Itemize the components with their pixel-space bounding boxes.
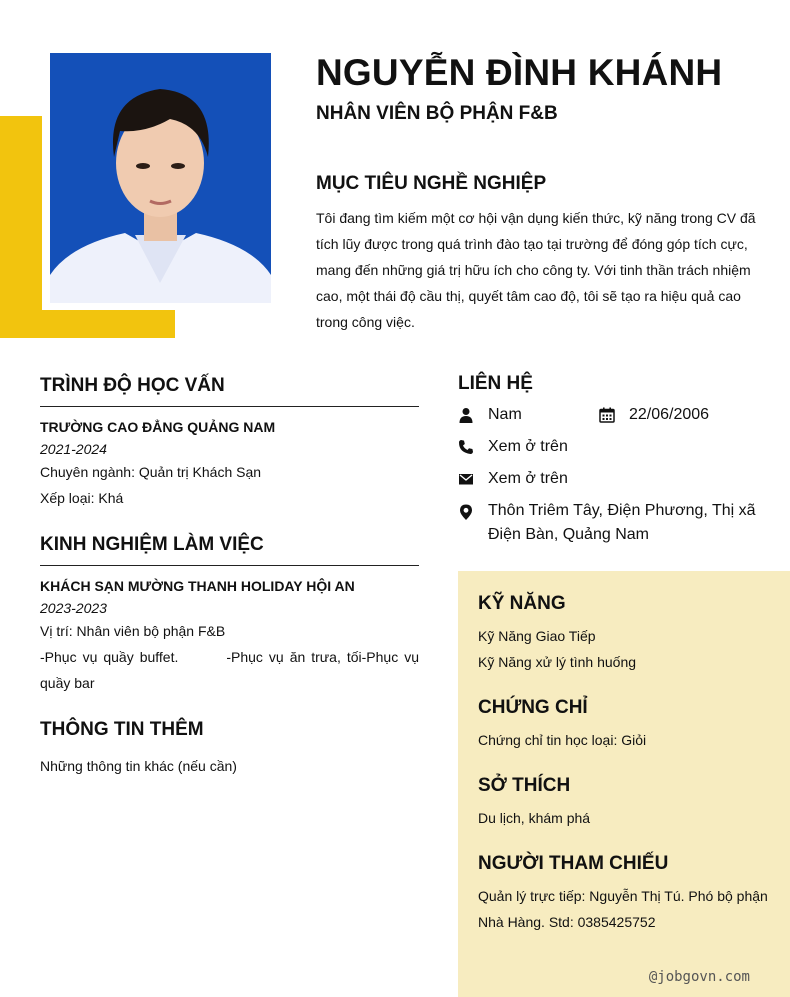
accent-bar-foot: [0, 310, 175, 338]
skill-item: Kỹ Năng Giao Tiếp: [478, 628, 596, 644]
career-objective-text: Tôi đang tìm kiếm một cơ hội vận dụng kiến thức, kỹ năng trong CV đã tích lũy được trong quá trình đào tạo tại trường để đóng góp tích cực, mang đến những giá trị hữu ích cho công ty. Với tinh thần trách nhiệm cao, một thái độ cầu thị, quyết tâm cao độ, tôi sẽ tạo ra hiệu quả cao trong công việc.: [316, 210, 756, 330]
contact-row-phone: [458, 433, 778, 465]
hobbies-text: Du lịch, khám phá: [478, 810, 591, 826]
skills-title: KỸ NĂNG: [478, 593, 566, 614]
watermark: @jobgovn.com: [648, 969, 750, 985]
certificates-title: CHỨNG CHỈ: [478, 697, 588, 718]
gender-value: Nam: [488, 406, 522, 423]
calendar-icon: [599, 407, 615, 423]
extra-info-section: [40, 719, 419, 779]
experience-role: Vị trí: Nhân viên bộ phận F&B: [40, 623, 226, 639]
certificate-item: Chứng chỉ tin học loại: Giỏi: [478, 732, 647, 748]
company-name: KHÁCH SẠN MƯỜNG THANH HOLIDAY HỘI AN: [40, 578, 355, 594]
mail-icon: [458, 471, 474, 487]
career-objective-section: [316, 173, 756, 335]
education-section: [40, 375, 419, 511]
contact-row-gender: [458, 401, 778, 433]
contact-title: LIÊN HỆ: [458, 373, 533, 394]
phone-icon: [458, 439, 474, 455]
experience-duties: -Phục vụ quầy buffet. -Phục vụ ăn trưa, tối-Phục vụ quầy bar: [40, 649, 423, 691]
section-divider: [40, 565, 419, 566]
references-title: NGƯỜI THAM CHIẾU: [478, 853, 669, 874]
certificates-section: [478, 697, 768, 753]
education-title: TRÌNH ĐỘ HỌC VẤN: [40, 375, 225, 396]
hobbies-title: SỞ THÍCH: [478, 775, 571, 796]
experience-period: 2023-2023: [40, 600, 107, 616]
location-pin-icon: [458, 504, 474, 520]
experience-section: [40, 534, 423, 696]
contact-section: [458, 373, 778, 553]
references-section: [478, 853, 768, 935]
hobbies-section: [478, 775, 768, 831]
skill-item: Kỹ Năng xử lý tình huống: [478, 654, 637, 670]
person-icon: [458, 407, 474, 423]
candidate-name: NGUYỄN ĐÌNH KHÁNH: [316, 52, 723, 93]
phone-value: Xem ở trên: [488, 438, 568, 455]
education-major: Chuyên ngành: Quản trị Khách Sạn: [40, 464, 262, 480]
education-period: 2021-2024: [40, 441, 107, 457]
extra-info-text: Những thông tin khác (nếu cần): [40, 758, 237, 774]
profile-photo: [50, 53, 271, 303]
extra-info-title: THÔNG TIN THÊM: [40, 719, 204, 740]
education-grade: Xếp loại: Khá: [40, 490, 124, 506]
email-value: Xem ở trên: [488, 470, 568, 487]
birthday-value: 22/06/2006: [629, 406, 710, 423]
section-divider: [40, 406, 419, 407]
candidate-position: NHÂN VIÊN BỘ PHẬN F&B: [316, 103, 558, 124]
school-name: TRƯỜNG CAO ĐẲNG QUẢNG NAM: [40, 419, 276, 435]
experience-title: KINH NGHIỆM LÀM VIỆC: [40, 534, 264, 555]
accent-bar: [0, 116, 42, 338]
address-value: Thôn Triêm Tây, Điện Phương, Thị xã Điện Bàn, Quảng Nam: [488, 502, 756, 543]
contact-row-email: [458, 465, 778, 497]
career-objective-title: MỤC TIÊU NGHỀ NGHIỆP: [316, 173, 547, 194]
references-text: Quản lý trực tiếp: Nguyễn Thị Tú. Phó bộ phận Nhà Hàng. Std: 0385425752: [478, 888, 768, 930]
skills-section: [478, 593, 768, 675]
side-panel: [458, 571, 790, 997]
contact-row-address: [458, 497, 778, 553]
